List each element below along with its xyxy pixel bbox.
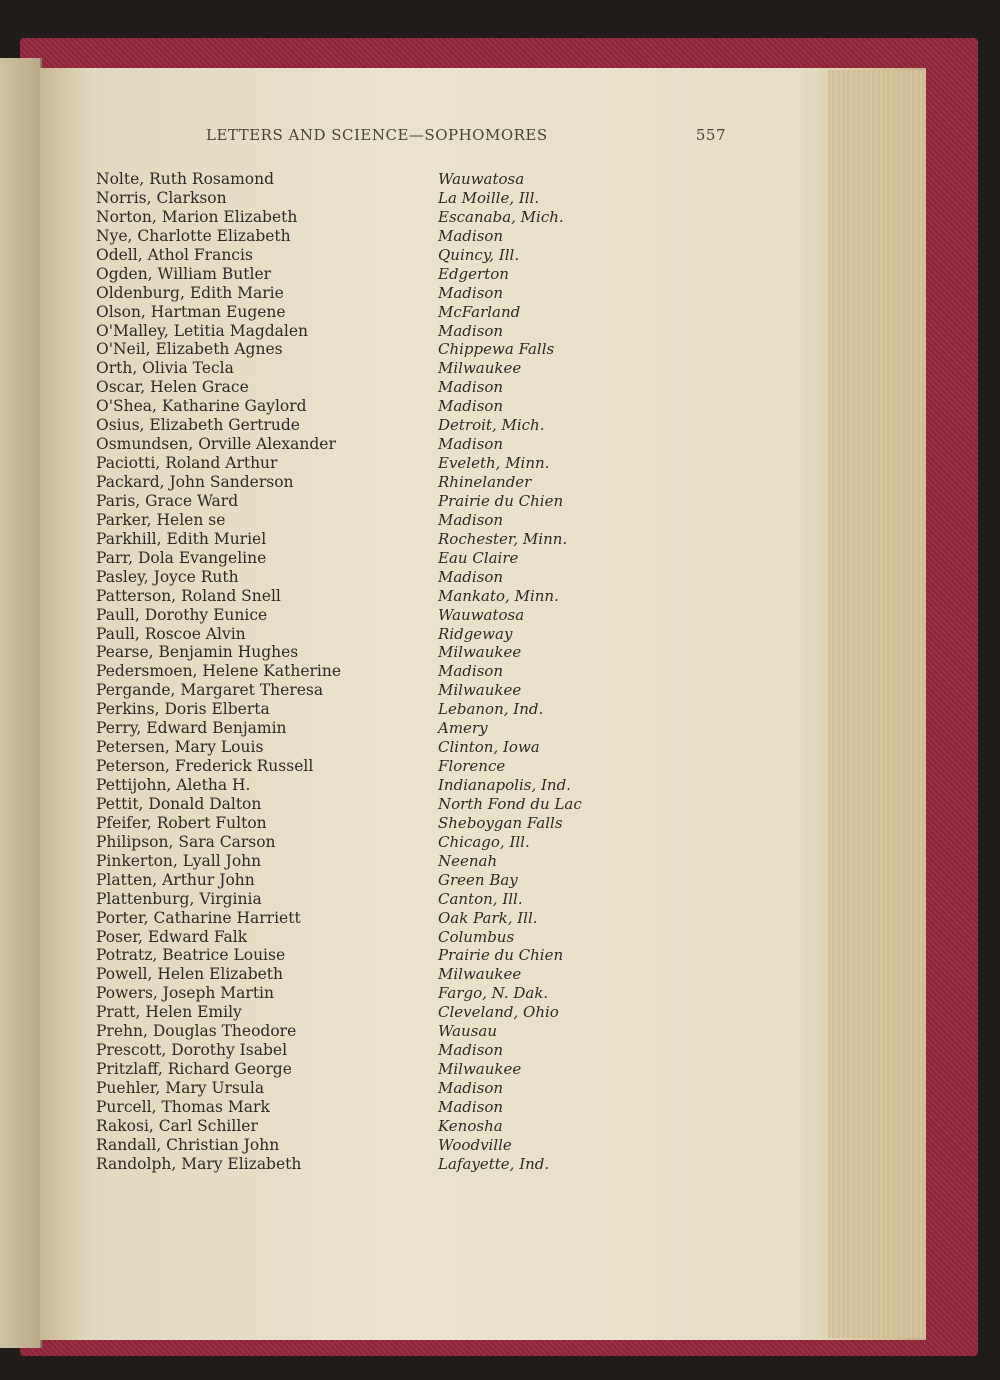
student-name: Pasley, Joyce Ruth xyxy=(96,567,239,586)
student-name: Pearse, Benjamin Hughes xyxy=(96,643,299,662)
hometown: Neenah xyxy=(438,851,498,870)
student-name: Oscar, Helen Grace xyxy=(96,378,249,397)
student-name: Puehler, Mary Ursula xyxy=(96,1079,265,1097)
hometown: Chippewa Falls xyxy=(438,340,555,359)
student-name: Pettit, Donald Dalton xyxy=(96,794,262,813)
list-item xyxy=(96,492,656,511)
student-name: Powell, Helen Elizabeth xyxy=(96,965,284,984)
page-header xyxy=(206,126,726,148)
hometown: Chicago, Ill. xyxy=(438,832,530,851)
list-item xyxy=(96,189,656,208)
list-item xyxy=(96,530,656,549)
list-item xyxy=(96,397,656,416)
hometown: Escanaba, Mich. xyxy=(438,207,564,226)
hometown: Ridgeway xyxy=(438,624,513,643)
hometown: Madison xyxy=(438,283,504,302)
student-name: Plattenburg, Virginia xyxy=(96,889,262,908)
hometown: Wauwatosa xyxy=(438,170,525,188)
list-item xyxy=(96,435,656,454)
student-name: Parkhill, Edith Muriel xyxy=(96,529,267,548)
hometown: Milwaukee xyxy=(438,965,522,984)
hometown: Eveleth, Minn. xyxy=(438,454,550,473)
list-item xyxy=(96,871,656,890)
student-name: Perry, Edward Benjamin xyxy=(96,719,287,738)
hometown: Fargo, N. Dak. xyxy=(438,984,549,1003)
hometown: Mankato, Minn. xyxy=(438,586,559,605)
hometown: Wausau xyxy=(438,1022,498,1041)
hometown: Madison xyxy=(438,321,504,340)
list-item xyxy=(96,473,656,492)
student-name: Pedersmoen, Helene Katherine xyxy=(96,662,342,681)
hometown: Milwaukee xyxy=(438,359,522,378)
student-name: Paull, Dorothy Eunice xyxy=(96,605,268,624)
list-item xyxy=(96,795,656,814)
list-item xyxy=(96,587,656,606)
hometown: Rhinelander xyxy=(438,473,532,491)
student-name: Perkins, Doris Elberta xyxy=(96,700,270,719)
student-name: Orth, Olivia Tecla xyxy=(96,359,234,378)
student-name: Philipson, Sara Carson xyxy=(96,832,276,851)
list-item xyxy=(96,1079,656,1098)
hometown: McFarland xyxy=(438,302,521,321)
student-name: Norris, Clarkson xyxy=(96,188,227,207)
hometown: Madison xyxy=(438,1079,504,1097)
hometown: Madison xyxy=(438,435,504,454)
student-name: Poser, Edward Falk xyxy=(96,927,248,946)
list-item xyxy=(96,719,656,738)
student-name: Parr, Dola Evangeline xyxy=(96,548,267,567)
hometown: Florence xyxy=(438,757,506,776)
student-name: Pfeifer, Robert Fulton xyxy=(96,813,267,832)
hometown: Rochester, Minn. xyxy=(438,529,568,548)
hometown: North Fond du Lac xyxy=(438,794,582,813)
list-item xyxy=(96,606,656,625)
list-item xyxy=(96,662,656,681)
hometown: Columbus xyxy=(438,927,515,946)
student-name: Paull, Roscoe Alvin xyxy=(96,624,246,643)
hometown: Detroit, Mich. xyxy=(438,416,545,435)
student-name: Ogden, William Butler xyxy=(96,264,272,283)
student-name: Prehn, Douglas Theodore xyxy=(96,1022,297,1041)
list-item xyxy=(96,340,656,359)
list-item xyxy=(96,359,656,378)
page-stack-edge xyxy=(828,70,926,1338)
list-item xyxy=(96,568,656,587)
student-name: Osmundsen, Orville Alexander xyxy=(96,435,336,454)
student-name: Peterson, Frederick Russell xyxy=(96,757,314,776)
list-item xyxy=(96,265,656,284)
student-name: O'Malley, Letitia Magdalen xyxy=(96,321,309,340)
list-item xyxy=(96,208,656,227)
student-name: Parker, Helen se xyxy=(96,510,226,529)
student-name: Pergande, Margaret Theresa xyxy=(96,681,324,700)
hometown: Madison xyxy=(438,567,504,586)
student-name: Pinkerton, Lyall John xyxy=(96,851,262,870)
list-item xyxy=(96,625,656,644)
list-item xyxy=(96,227,656,246)
hometown: Madison xyxy=(438,226,504,245)
student-name: Nolte, Ruth Rosamond xyxy=(96,170,275,188)
list-item xyxy=(96,1060,656,1079)
page-number: 557 xyxy=(695,126,726,144)
student-name: Pettijohn, Aletha H. xyxy=(96,776,251,794)
list-item xyxy=(96,814,656,833)
list-item xyxy=(96,454,656,473)
student-name: Randall, Christian John xyxy=(96,1135,280,1154)
list-item xyxy=(96,246,656,265)
running-title: LETTERS AND SCIENCE—SOPHOMORES xyxy=(206,126,548,144)
hometown: Indianapolis, Ind. xyxy=(438,776,571,794)
facing-page-edge xyxy=(0,58,42,1348)
hometown: Madison xyxy=(438,1041,504,1060)
list-item xyxy=(96,378,656,397)
student-name: Prescott, Dorothy Isabel xyxy=(96,1041,288,1060)
hometown: Milwaukee xyxy=(438,681,522,700)
list-item xyxy=(96,511,656,530)
list-item xyxy=(96,1041,656,1060)
student-name: Porter, Catharine Harriett xyxy=(96,908,301,927)
list-item xyxy=(96,643,656,662)
student-name: Oldenburg, Edith Marie xyxy=(96,283,284,302)
hometown: Milwaukee xyxy=(438,643,522,662)
student-name: O'Shea, Katharine Gaylord xyxy=(96,397,307,416)
hometown: Milwaukee xyxy=(438,1060,522,1079)
hometown: Amery xyxy=(438,719,488,738)
list-item xyxy=(96,946,656,965)
student-name: Platten, Arthur John xyxy=(96,870,255,889)
student-name: Packard, John Sanderson xyxy=(96,473,294,491)
hometown: Lebanon, Ind. xyxy=(438,700,544,719)
hometown: La Moille, Ill. xyxy=(438,188,540,207)
student-name: Nye, Charlotte Elizabeth xyxy=(96,226,291,245)
list-item xyxy=(96,322,656,341)
list-item xyxy=(96,284,656,303)
hometown: Green Bay xyxy=(438,870,518,889)
hometown: Lafayette, Ind. xyxy=(438,1154,550,1173)
list-item xyxy=(96,170,656,189)
list-item xyxy=(96,1155,656,1174)
student-name: Rakosi, Carl Schiller xyxy=(96,1116,258,1135)
hometown: Edgerton xyxy=(438,264,509,283)
list-item xyxy=(96,852,656,871)
hometown: Kenosha xyxy=(438,1116,503,1135)
list-item xyxy=(96,757,656,776)
student-list xyxy=(96,170,656,1174)
list-item xyxy=(96,1136,656,1155)
hometown: Madison xyxy=(438,1097,504,1116)
hometown: Oak Park, Ill. xyxy=(438,908,538,927)
student-name: Potratz, Beatrice Louise xyxy=(96,946,286,965)
student-name: Olson, Hartman Eugene xyxy=(96,302,286,321)
list-item xyxy=(96,416,656,435)
list-item xyxy=(96,776,656,795)
student-name: Pratt, Helen Emily xyxy=(96,1003,242,1022)
student-name: Paciotti, Roland Arthur xyxy=(96,454,278,473)
student-name: Patterson, Roland Snell xyxy=(96,586,281,605)
hometown: Madison xyxy=(438,378,504,397)
list-item xyxy=(96,909,656,928)
student-name: Purcell, Thomas Mark xyxy=(96,1097,270,1116)
hometown: Sheboygan Falls xyxy=(438,813,563,832)
hometown: Madison xyxy=(438,662,504,681)
hometown: Madison xyxy=(438,510,504,529)
hometown: Wauwatosa xyxy=(438,605,525,624)
list-item xyxy=(96,965,656,984)
list-item xyxy=(96,700,656,719)
student-name: Pritzlaff, Richard George xyxy=(96,1060,292,1079)
student-name: Randolph, Mary Elizabeth xyxy=(96,1154,302,1173)
student-name: Powers, Joseph Martin xyxy=(96,984,274,1003)
list-item xyxy=(96,1117,656,1136)
hometown: Canton, Ill. xyxy=(438,889,523,908)
list-item xyxy=(96,1098,656,1117)
list-item xyxy=(96,681,656,700)
list-item xyxy=(96,549,656,568)
student-name: O'Neil, Elizabeth Agnes xyxy=(96,340,283,359)
hometown: Prairie du Chien xyxy=(438,491,564,510)
list-item xyxy=(96,928,656,947)
hometown: Quincy, Ill. xyxy=(438,245,520,264)
hometown: Prairie du Chien xyxy=(438,946,564,965)
student-name: Paris, Grace Ward xyxy=(96,491,239,510)
list-item xyxy=(96,833,656,852)
list-item xyxy=(96,738,656,757)
hometown: Cleveland, Ohio xyxy=(438,1003,559,1022)
hometown: Woodville xyxy=(438,1135,512,1154)
student-name: Petersen, Mary Louis xyxy=(96,738,264,757)
list-item xyxy=(96,890,656,909)
hometown: Eau Claire xyxy=(438,548,519,567)
list-item xyxy=(96,1003,656,1022)
hometown: Clinton, Iowa xyxy=(438,738,540,757)
hometown: Madison xyxy=(438,397,504,416)
student-name: Osius, Elizabeth Gertrude xyxy=(96,416,300,435)
student-name: Odell, Athol Francis xyxy=(96,245,253,264)
list-item xyxy=(96,1022,656,1041)
student-name: Norton, Marion Elizabeth xyxy=(96,207,298,226)
list-item xyxy=(96,984,656,1003)
list-item xyxy=(96,303,656,322)
